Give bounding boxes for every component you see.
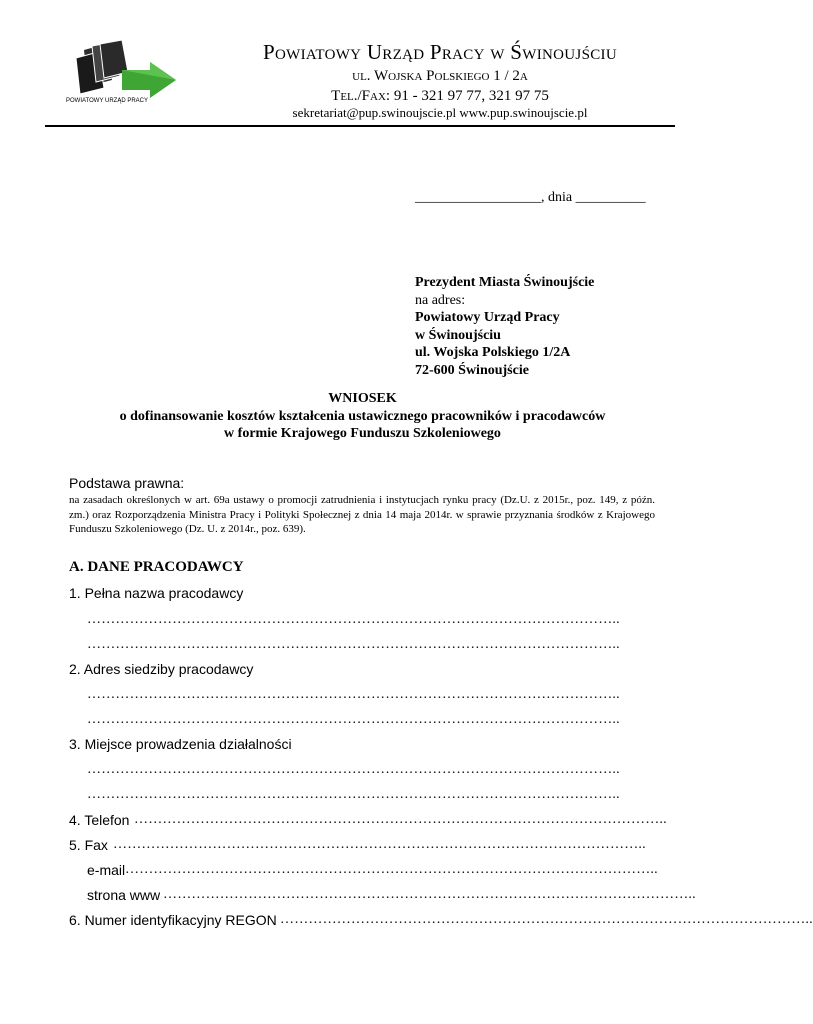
legal-basis-text: na zasadach określonych w art. 69a ustawy o promocji zatrudnienia i instytucjach rynku pracy (Dz.U. z 2015r., poz. 149, z późn. zm.) oraz Rozporządzenia Ministra Pracy i Polityki Społecznej z dnia 14 maja 2014r. w sprawie przyznania środków z Krajowego Funduszu Szkoleniowego (Dz. U. z 2014r., poz. 639). [69, 494, 655, 535]
office-logo [66, 40, 178, 106]
fill-line[interactable]: ………………………………………………………………………………………………….. [87, 612, 620, 627]
document-title: WNIOSEK [328, 391, 397, 406]
recipient-block [415, 274, 594, 379]
fill-line[interactable]: ………………………………………………………………………………………………….. [125, 862, 658, 877]
fill-line[interactable]: ………………………………………………………………………………………………….. [113, 837, 646, 852]
recipient-line: na adres: [415, 292, 466, 308]
document-subtitle: o dofinansowanie kosztów kształcenia ustawicznego pracowników i pracodawców [119, 409, 606, 424]
field-label-email: e-mail [87, 862, 126, 878]
field-label-phone: 4. Telefon [69, 812, 130, 828]
recipient-line: Prezydent Miasta Świnoujście [415, 275, 595, 290]
fill-line[interactable]: ………………………………………………………………………………………………….. [280, 912, 813, 927]
field-label-name: 1. Pełna nazwa pracodawcy [69, 585, 244, 601]
legal-basis-heading: Podstawa prawna: [69, 475, 185, 491]
fill-line[interactable]: ………………………………………………………………………………………………….. [87, 687, 620, 702]
fill-line[interactable]: ………………………………………………………………………………………………….. [87, 762, 620, 777]
section-a-heading: A. DANE PRACODAWCY [69, 559, 244, 575]
fill-line[interactable]: ………………………………………………………………………………………………….. [87, 712, 620, 727]
field-label-address: 2. Adres siedziby pracodawcy [69, 661, 254, 677]
fill-line[interactable]: ………………………………………………………………………………………………….. [87, 637, 620, 652]
recipient-line: 72-600 Świnoujście [415, 362, 529, 378]
date-place-line: __________________, dnia __________ [415, 190, 646, 205]
field-label-regon: 6. Numer identyfikacyjny REGON [69, 912, 277, 928]
office-address: ul. Wojska Polskiego 1 / 2a [352, 68, 528, 84]
fill-line[interactable]: ………………………………………………………………………………………………….. [134, 812, 667, 827]
logo-graphic-icon [66, 40, 178, 98]
header-divider [45, 125, 675, 127]
fill-line[interactable]: ………………………………………………………………………………………………….. [87, 787, 620, 802]
document-subtitle: w formie Krajowego Funduszu Szkoleniowego [224, 426, 501, 441]
fill-line[interactable]: ………………………………………………………………………………………………….. [163, 887, 696, 902]
field-label-www: strona www [87, 887, 161, 903]
field-label-fax: 5. Fax [69, 837, 108, 853]
office-title: Powiatowy Urząd Pracy w Świnoujściu [263, 40, 617, 64]
recipient-line: w Świnoujściu [415, 327, 501, 343]
recipient-line: Powiatowy Urząd Pracy [415, 310, 560, 325]
recipient-line: ul. Wojska Polskiego 1/2A [415, 345, 571, 360]
office-contact: sekretariat@pup.swinoujscie.pl www.pup.swinoujscie.pl [292, 105, 588, 120]
office-phone: Tel./Fax: 91 - 321 97 77, 321 97 75 [331, 88, 549, 104]
logo-text: POWIATOWY URZĄD PRACY [66, 98, 149, 104]
field-label-location: 3. Miejsce prowadzenia działalności [69, 736, 292, 752]
